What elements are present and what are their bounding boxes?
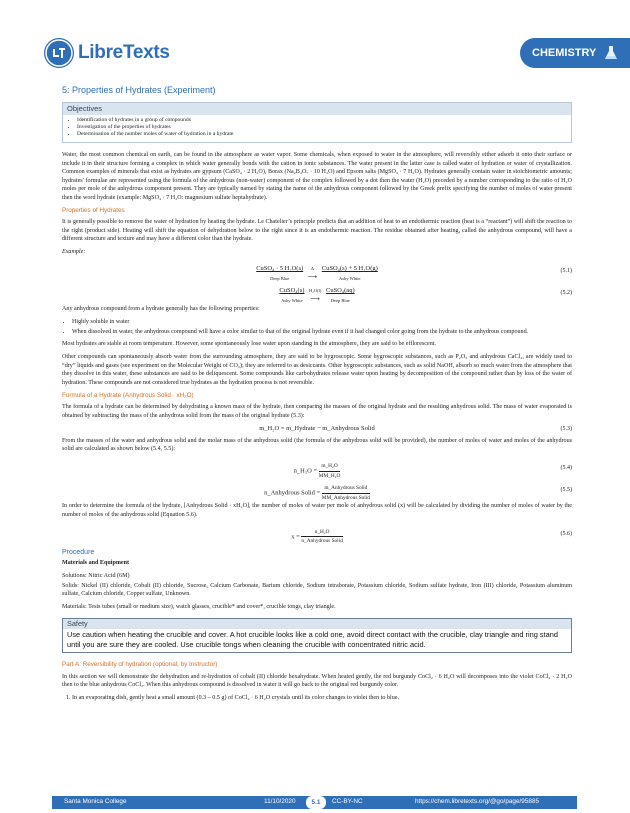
solutions-line: Solutions: Nitric Acid (6M) [62,573,130,579]
procedure-heading: Procedure [62,548,95,556]
eq6-number: (5.6) [560,530,572,537]
intro-paragraph: Water, the most common chemical on earth, can be found in the atmosphere as water vapor. Some chemicals, when exposed to water in the atmosphere, will reversibly either adsorb it onto their surface or include it in their structure forming a complex in which water generally bonds with the cation in ionic substances. The water present in the latter case is called water of hydration or water of crystallization. Common examples of minerals that exist as hydrates are gypsum (CaSO₄ · 2 H₂O), Borax (Na₂B₄O₇ · 10 H₂O) and Epsom salts (MgSO₄ · 7 H₂O). Hydrates generally contain water in stoichiometric amounts; hydrates' formulae are represented using the formula of the anhydrous (non-water) component of the complex followed by a dot then the water (H₂O) preceded by a number corresponding to the ratio of H₂O moles per mole of the anhydrous component present. They are typically named by stating the name of the anhydrous component followed by the Greek prefix specifying the number of moles of water present then the word hydrate (example: MgSO₄ · 7 H₂O: magnesium sulfate heptahydrate). [62,152,572,201]
eq1-left-note: Deep Blue [270,275,290,281]
equation-5-2 [62,283,572,305]
eq1-right-note: Ashy White [339,275,361,281]
part-a-paragraph: In this section we will demonstrate the dehydration and re-hydration of cobalt (II) chloride hexahydrate. When heated gently, the red burgundy CoCl₂ · 6 H₂O will decomposes into the violet CoCl₂ · 2 H₂O then to the blue anhydrous CoCl₂. When this anhydrous compound is dissolved in water it will go back to the original red burgundy color. [62,673,572,688]
eq6-num: n_H₂O [301,528,342,538]
eq4-number: (5.4) [560,465,572,471]
part-a-heading: Part A: Reversibility of hydration (optional, by Instructor) [62,661,218,668]
page-header [0,0,630,80]
efflorescent-paragraph: Most hydrates are stable at room temperature. However, some spontaneously lose water upon standing in the atmosphere, they are said to be efflorescent. [62,341,436,347]
eq6-lhs: x = [291,532,300,540]
safety-heading: Safety [63,619,571,630]
eq4-den: MM_H₂O [318,472,341,479]
formula-paragraph-3: In order to determine the formula of the hydrate, [Anhydrous Solid · xH₂O], the number of moles of water per mole of anhydrous solid (x) will be calculated by dividing the number of moles of water by the number of moles of the anhydrous solid (Equation 5.6). [62,503,572,518]
eq4-num: m_H₂O [319,462,341,472]
equation-5-4 [62,458,572,480]
eq5-den: MM_Anhydrous Solid [321,494,370,501]
footer-date: 11/10/2020 [264,798,296,805]
eq5-num: m_Anhydrous Solid [322,484,370,494]
safety-box [62,618,572,654]
formula-heading: Formula of a Hydrate (Anhydrous Solid · xH₂O) [62,391,194,399]
list-item: 1. In an evaporating dish, gently heat a small amount (0.3 – 0.5 g) of CoCl₂ · 6 H₂O crystals until its color changes to violet then to blue. [72,694,572,703]
chemistry-banner[interactable] [520,38,630,68]
eq2-right-note: Deep Blue [330,297,350,303]
eq1-arrow-label: Δ [311,266,314,271]
properties-list [62,318,572,336]
eq1-right: CuSO₄(s) + 5 H₂O(g) [321,265,378,272]
objectives-box [62,102,572,144]
equation-5-6 [62,524,572,546]
main-content [62,86,572,703]
materials-heading: Materials and Equipment [62,560,130,566]
safety-text: Use caution when heating the crucible and cover. A hot crucible looks like a cold one, avoid direct contact with the crucible, clay triangle and ring stand until you are sure they are cooled. Use crucible tongs when cleaning the crucible with concentrated nitric acid. [67,630,558,649]
eq2-left: CuSO₄(s) [279,287,305,294]
page-footer [52,796,577,809]
eq2-arrow-label: H₂O(l) [309,288,322,293]
equation-5-5 [62,480,572,502]
hygroscopic-paragraph: Other compounds can spontaneously absorb water from the surrounding atmosphere, they are said to be hygroscopic. Some hygroscopic substances, such as P₂O₅ and anhydrous CaCl₂, are widely used to “dry” liquids and gases (see experiment on the Molecular Weight of CO₂); they are referred to as desiccants. Other hygroscopic substances, such as solid NaOH, absorb so much water from the atmosphere that they dissolve in this water, these substances are said to be deliquescent. Some compounds like carbohydrates release water upon heating by decomposition of the compound rather than by loss of the water of hydration. These compounds are not considered true hydrates as the hydration process is not reversible. [62,354,572,386]
footer-college: Santa Monica College [64,798,127,805]
properties-paragraph: It is generally possible to remove the water of hydration by heating the hydrate. Le Chatelier’s principle predicts that an addition of heat to an endothermic reaction (heat is a “reactant”) will shift the reaction to the right (product side). Heating will shift the equation of dehydration below to the right since it is an endothermic reaction. The residue obtained after heating, called the anhydrous compound, will have a different structure and texture and may have a different color than the hydrate. [62,219,572,242]
materials-line: Materials: Tests tubes (small or medium size), watch glasses, crucible* and cover*, crucible tongs, clay triangle. [62,604,336,610]
eq2-left-note: Ashy White [281,297,303,303]
eq1-number: (5.1) [560,268,572,274]
eq3-number: (5.3) [560,425,572,432]
libretexts-logo-icon [44,38,74,68]
objective-item: • Investigation of the properties of hydrates [77,124,567,131]
flask-icon [604,45,618,61]
banner-label: CHEMISTRY [532,47,597,59]
properties-heading: Properties of Hydrates [62,206,125,214]
eq2-number: (5.2) [560,290,572,296]
brand-text: LibreTexts [78,42,170,63]
reaction-arrow-icon: ⟶ [310,295,320,303]
objective-item: • Determination of the number moles of water of hydration in a hydrate [77,131,567,138]
equation-5-1 [62,261,572,283]
list-item: • When dissolved in water, the anhydrous compound will have a color similar to that of the original hydrate even if it had changed color going from the hydrate to the anhydrous compound. [72,328,572,337]
objective-item: • Identification of hydrates in a group of compounds [77,117,567,124]
eq3-text: m_H₂O = m_Hydrate − m_Anhydrous Solid [259,424,375,432]
solids-line: Solids: Nickel (II) chloride, Cobalt (II) chloride, Sucrose, Calcium Carbonate, Barium chloride, Sodium tetraborate, Potassium chloride, Sodium sulfate hydrate, Iron (III) chloride, Potassium aluminum sulfate, Calcium chloride, Copper sulfate, Unknown. [62,582,572,597]
formula-paragraph-1: The formula of a hydrate can be determined by dehydrating a known mass of the hydrate, then comparing the masses of the original hydrate and the resulting anhydrous solid. The mass of water evaporated is obtained by subtracting the mass of the anhydrous solid from the mass of the original hydrate (5.3): [62,404,572,419]
equation-5-3 [62,425,572,437]
part-a-steps [62,694,572,703]
formula-paragraph-2: From the masses of the water and anhydrous solid and the molar mass of the anhydrous solid (the formula of the anhydrous solid will be provided), the number of moles of water and moles of the anhydrous solid are calculated as shown below (5.4, 5.5): [62,437,572,452]
footer-license: CC-BY-NC [332,798,363,805]
eq5-number: (5.5) [560,487,572,493]
eq5-lhs: n_Anhydrous Solid = [264,489,321,497]
objectives-heading: Objectives [63,103,571,116]
list-item: • Highly soluble in water [72,318,572,327]
eq4-lhs: n_H₂O = [293,467,318,475]
example-label: Example: [62,249,86,255]
eq6-den: n_Anhydrous Solid [301,538,343,544]
eq2-right: CuSO₄(aq) [325,287,355,294]
page-title: 5: Properties of Hydrates (Experiment) [62,85,216,95]
list-intro: Any anhydrous compound from a hydrate generally has the following properties: [62,306,260,312]
libretexts-logo[interactable] [44,38,170,68]
footer-url-link[interactable]: https://chem.libretexts.org/@go/page/95885 [415,798,540,805]
eq1-left: CuSO₄ · 5 H₂O(s) [256,265,304,272]
reaction-arrow-icon: ⟶ [307,273,318,281]
page-number-badge: 5.1 [306,796,326,809]
